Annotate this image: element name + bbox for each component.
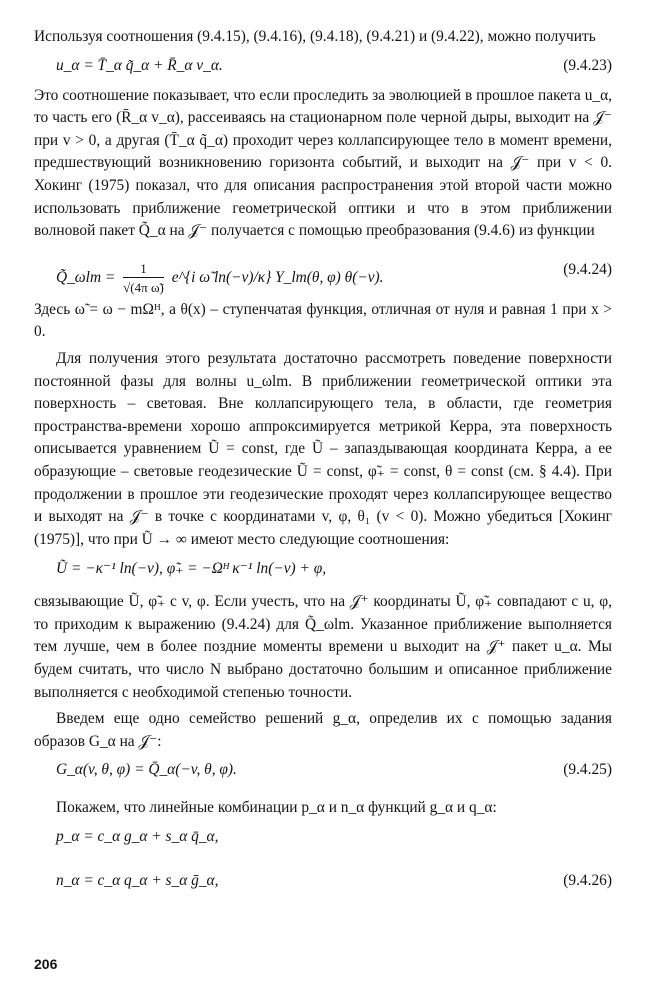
equation-number: (9.4.23) (563, 56, 612, 74)
paragraph-new-family: Введем еще одно семейство решений g_α, определив их с помощью задания образов G_α на 𝒥⁻: (34, 710, 612, 750)
fraction (123, 261, 164, 296)
equation-lhs: Q̃_ωlm = (56, 268, 116, 286)
fraction-numerator: 1 (123, 261, 164, 278)
equation-9-4-26-a (34, 820, 612, 856)
paragraph-linear-combinations: Покажем, что линейные комбинации p_α и n_α функций g_α и q_α: (56, 799, 497, 817)
equation-formula: n_α = c_α q_α + s_α ḡ_α, (56, 872, 219, 890)
equation-formula: p_α = c_α g_α + s_α q̄_α, (56, 828, 219, 846)
equation-number: (9.4.25) (563, 761, 612, 779)
equation-9-4-25 (34, 753, 612, 789)
paragraph-step-function: Здесь ω̃ = ω − mΩᴴ, а θ(x) – ступенчатая функция, отличная от нуля и равная 1 при x > 0. (34, 300, 612, 341)
paragraph-packet-evolution: Это соотношение показывает, что если проследить за эволюцией в прошлое пакета u_α, то часть его (R̄_α v_α), рассеиваясь на стационарном поле черной дыры, выходит на 𝒥⁻ при v > 0, а другая (T̄_α q̃_α) проходит через коллапсирующее тело в момент времени, предшествующий возникновению горизонта событий, и выходит на 𝒥⁻ при v < 0. Хокинг (1975) показал, что для описания распространения этой второй части можно использовать приближение геометрической оптики и что в этом приближении волновой пакет Q̃_α на 𝒥⁻ получается с помощью преобразования (9.4.6) из функции (34, 86, 612, 240)
equation-9-4-23 (34, 49, 612, 85)
paragraph-geometric-optics: Для получения этого результата достаточно рассмотреть поведение поверхности постоянной фазы для волны u_ωlm. В приближении геометрической оптики эта поверхность – световая. Вне коллапсирующего тела, в области, где геометрия пространства-времени хорошо аппроксимируется метрикой Керра, эта поверхность описывается уравнением Ũ = const, где Ũ – запаздывающая координата Керра, а ее образующие – световые геодезические Ũ = const, φ̃₊ = const, θ = const (см. § 4.4). При продолжении в прошлое эти геодезические проходят через коллапсирующее вещество и выходят на 𝒥⁻ в точке с координатами v, φ, θ₁ (v < 0). Можно убедиться [Хокинг (1975)], что при Ũ → ∞ имеют место следующие соотношения: (34, 349, 612, 548)
fraction-denominator: √(4π ω̃) (123, 279, 164, 295)
equation-formula: G_α(v, θ, φ) = Q̄_α(−v, θ, φ). (56, 761, 237, 779)
paragraph-coincidence: связывающие Ũ, φ̃₊ с v, φ. Если учесть, что на 𝒥⁺ координаты Ũ, φ̃₊ совпадают с u, φ, то приходим к выражению (9.4.24) для Q̃_ωlm. Указанное приближение выполняется тем лучше, чем в более поздние моменты времени u выходит на 𝒥⁺ пакет u_α. Мы будем считать, что число N выбрано достаточно большим и описанное приближение выполняется с необходимой степенью точности. (34, 593, 612, 701)
equation-rhs: e^{i ω̃ ln(−v)/κ} Y_lm(θ, φ) θ(−v). (171, 268, 384, 286)
page-number: 206 (34, 956, 58, 972)
equation-number: (9.4.26) (563, 872, 612, 890)
equation-formula: Ũ = −κ⁻¹ ln(−v), φ̃₊ = −Ωᴴ κ⁻¹ ln(−v) + φ, (56, 560, 327, 578)
document-page (34, 26, 612, 900)
equation-formula (56, 261, 384, 296)
equation-coordinates (34, 551, 612, 587)
paragraph-intro: Используя соотношения (9.4.15), (9.4.16), (9.4.18), (9.4.21) и (9.4.22), можно получить (34, 28, 596, 45)
equation-number: (9.4.24) (563, 260, 612, 278)
equation-9-4-26-b (34, 864, 612, 900)
equation-formula: u_α = T̄_α q̃_α + R̄_α v_α. (56, 56, 223, 74)
equation-9-4-24 (34, 243, 612, 299)
